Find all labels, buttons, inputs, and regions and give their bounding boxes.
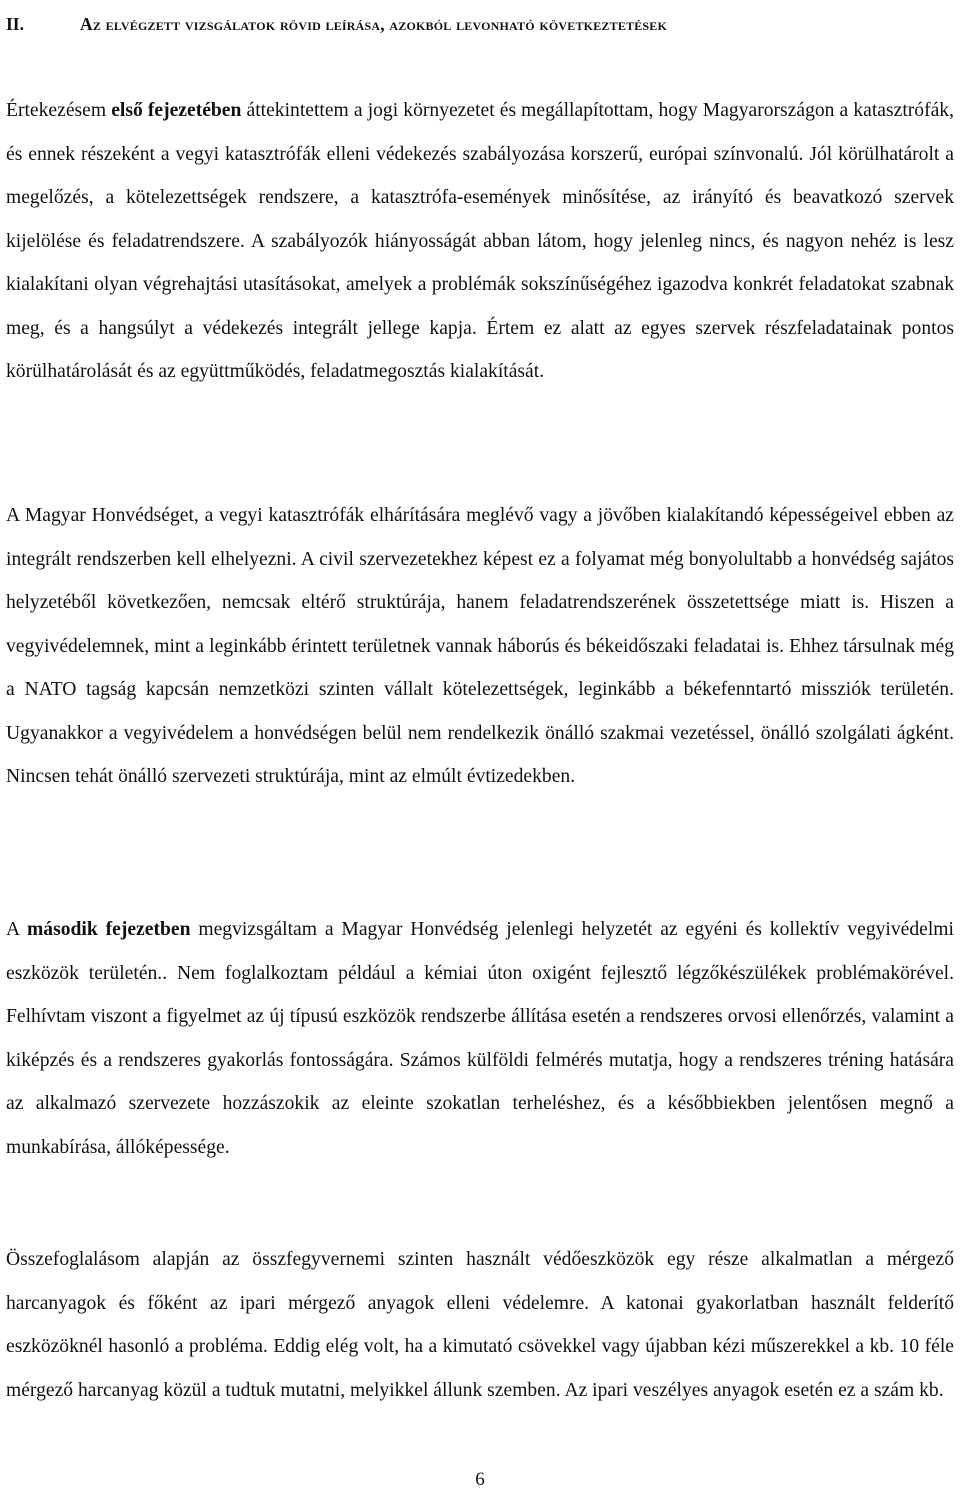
section-title: Az elvégzett vizsgálatok rövid leírása, azokból levonható következtetések [80,14,668,34]
paragraph-3 [6,908,954,1169]
paragraph-1 [6,89,954,394]
section-number: II. [6,14,24,34]
paragraph-2: A Magyar Honvédséget, a vegyi katasztrófák elhárítására meglévő vagy a jövőben kialakítandó képességeivel ebben az integrált rendszerben kell elhelyezni. A civil szervezetekhez képest ez a folyamat még bonyolultabb a honvédség sajátos helyzetéből következően, nemcsak eltérő struktúrája, hanem feladatrendszerének összetettsége miatt is. Hiszen a vegyivédelemnek, mint a leginkább érintett területnek vannak háborús és békeidőszaki feladatai is. Ehhez társulnak még a NATO tagság kapcsán nemzetközi szinten vállalt kötelezettségek, leginkább a békefenntartó missziók területén. Ugyanakkor a vegyivédelem a honvédségen belül nem rendelkezik önálló szakmai vezetéssel, önálló szolgálati ágként. Nincsen tehát önálló szervezeti struktúrája, mint az elmúlt évtizedekben. [6,505,954,787]
paragraph-3-emphasis: második fejezetben [26,919,191,940]
paragraph-4: Összefoglalásom alapján az összfegyvernemi szinten használt védőeszközök egy része alkalmatlan a mérgező harcanyagok és főként az ipari mérgező anyagok elleni védelemre. A katonai gyakorlatban használt felderítő eszközöknél hasonló a probléma. Eddig elég volt, ha a kimutató csövekkel vagy újabban kézi műszerekkel a kb. 10 féle mérgező harcanyag közül a tudtuk mutatni, melyikkel állunk szemben. Az ipari veszélyes anyagok esetén ez a szám kb. [6,1249,954,1401]
section-heading [6,2,946,46]
paragraph-1-lead: Értekezésem [6,100,112,121]
page-number: 6 [475,1469,485,1490]
paragraph-3-lead: A [6,919,27,940]
paragraph-1-emphasis: első fejezetében [111,100,242,121]
paragraph-3-text: megvizsgáltam a Magyar Honvédség jelenlegi helyzetét az egyéni és kollektív vegyivédelmi eszközök területén.. Nem foglalkoztam például a kémiai úton oxigént fejlesztő légzőkészülékek problémakörével. Felhívtam viszont a figyelmet az új típusú eszközök rendszerbe állítása esetén a rendszeres orvosi ellenőrzés, valamint a kiképzés és a rendszeres gyakorlás fontosságára. Számos külföldi felmérés mutatja, hogy a rendszeres tréning hatására az alkalmazó szervezete hozzászokik az eleinte szokatlan terheléshez, és a későbbiekben jelentősen megnő a munkabírása, állóképessége. [6,919,954,1158]
paragraph-1-text: áttekintettem a jogi környezetet és megállapítottam, hogy Magyarországon a katasztrófák, és ennek részeként a vegyi katasztrófák elleni védekezés szabályozása korszerű, európai színvonalú. Jól körülhatárolt a megelőzés, a kötelezettségek rendszere, a katasztrófa-események minősítése, az irányító és beavatkozó szervek kijelölése és feladatrendszere. A szabályozók hiányosságát abban látom, hogy jelenleg nincs, és nagyon nehéz is lesz kialakítani olyan végrehajtási utasításokat, amelyek a problémák sokszínűségéhez igazodva konkrét feladatokat szabnak meg, és a hangsúlyt a védekezés integrált jellege kapja. Értem ez alatt az egyes szervek részfeladatainak pontos körülhatárolását és az együttműködés, feladatmegosztás kialakítását. [6,100,954,382]
